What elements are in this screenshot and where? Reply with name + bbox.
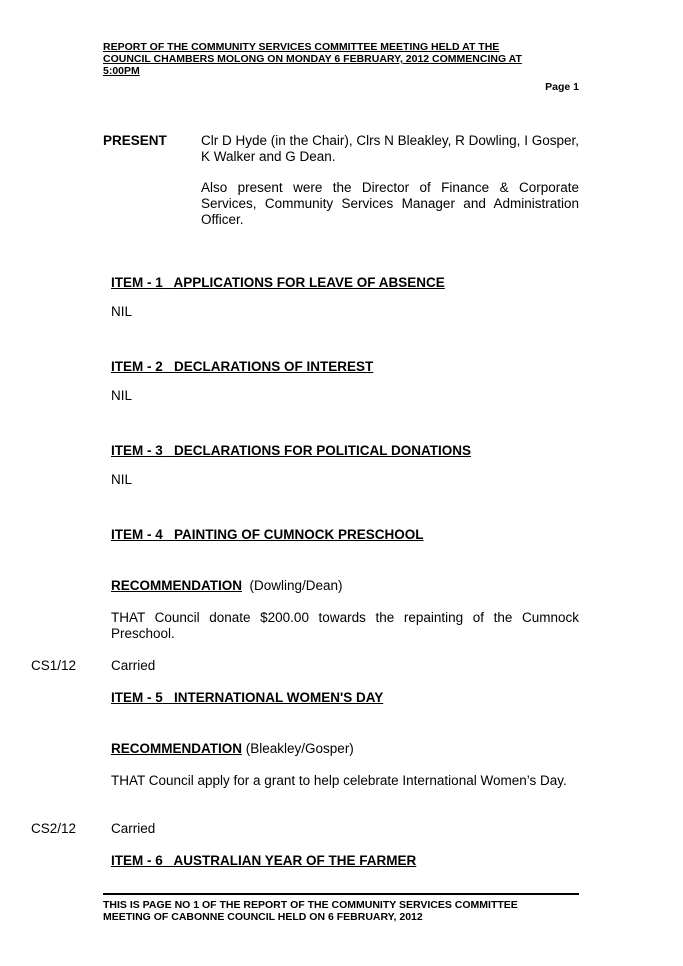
item-5-resolution-status: Carried bbox=[111, 821, 156, 836]
footer-line-2: MEETING OF CABONNE COUNCIL HELD ON 6 FEBRUARY, 2012 bbox=[103, 911, 423, 923]
recommendation-movers: (Bleakley/Gosper) bbox=[245, 741, 354, 756]
item-5-heading bbox=[111, 690, 383, 705]
item-number: ITEM - 2 bbox=[111, 359, 163, 374]
footer-line-1: THIS IS PAGE NO 1 OF THE REPORT OF THE COMMUNITY SERVICES COMMITTEE bbox=[103, 899, 518, 911]
header-line-1: REPORT OF THE COMMUNITY SERVICES COMMITTEE MEETING HELD AT THE bbox=[103, 41, 500, 53]
item-number: ITEM - 5 bbox=[111, 690, 163, 705]
item-number: ITEM - 4 bbox=[111, 527, 163, 542]
item-4-heading bbox=[111, 527, 424, 542]
recommendation-label: RECOMMENDATION bbox=[111, 741, 242, 756]
item-number: ITEM - 3 bbox=[111, 443, 163, 458]
item-1-body: NIL bbox=[111, 304, 133, 319]
item-5-recommendation-heading bbox=[111, 741, 354, 757]
page-number: Page 1 bbox=[545, 81, 579, 93]
present-also: Also present were the Director of Finance & Corporate Services, Community Services Manager and Administration Officer. bbox=[201, 180, 579, 227]
item-2-heading bbox=[111, 359, 373, 374]
item-title: DECLARATIONS OF INTEREST bbox=[174, 359, 374, 374]
item-4-recommendation-text: THAT Council donate $200.00 towards the repainting of the Cumnock Preschool. bbox=[111, 610, 579, 641]
item-1-heading bbox=[111, 275, 445, 290]
item-title: APPLICATIONS FOR LEAVE OF ABSENCE bbox=[173, 275, 445, 290]
item-4-recommendation-heading bbox=[111, 578, 343, 594]
item-2-body: NIL bbox=[111, 388, 133, 403]
item-title: PAINTING OF CUMNOCK PRESCHOOL bbox=[174, 527, 424, 542]
recommendation-label: RECOMMENDATION bbox=[111, 578, 242, 593]
item-title: DECLARATIONS FOR POLITICAL DONATIONS bbox=[174, 443, 472, 458]
item-title: AUSTRALIAN YEAR OF THE FARMER bbox=[173, 853, 417, 868]
item-6-heading bbox=[111, 853, 416, 868]
item-3-heading bbox=[111, 443, 471, 458]
item-4-resolution-status: Carried bbox=[111, 658, 156, 673]
item-4-resolution-number: CS1/12 bbox=[31, 658, 77, 673]
report-header bbox=[103, 41, 579, 77]
header-line-3: 5:00PM bbox=[103, 65, 140, 77]
recommendation-movers: (Dowling/Dean) bbox=[249, 578, 343, 593]
item-3-body: NIL bbox=[111, 472, 133, 487]
item-title: INTERNATIONAL WOMEN'S DAY bbox=[174, 690, 384, 705]
present-label: PRESENT bbox=[103, 133, 167, 148]
present-attendees: Clr D Hyde (in the Chair), Clrs N Bleakley, R Dowling, I Gosper, K Walker and G Dean. bbox=[201, 133, 579, 164]
item-5-recommendation-text: THAT Council apply for a grant to help celebrate International Women’s Day. bbox=[111, 773, 567, 788]
item-number: ITEM - 1 bbox=[111, 275, 163, 290]
item-number: ITEM - 6 bbox=[111, 853, 163, 868]
report-footer bbox=[103, 893, 579, 923]
header-line-2: COUNCIL CHAMBERS MOLONG ON MONDAY 6 FEBRUARY, 2012 COMMENCING AT bbox=[103, 53, 522, 65]
item-5-resolution-number: CS2/12 bbox=[31, 821, 77, 836]
